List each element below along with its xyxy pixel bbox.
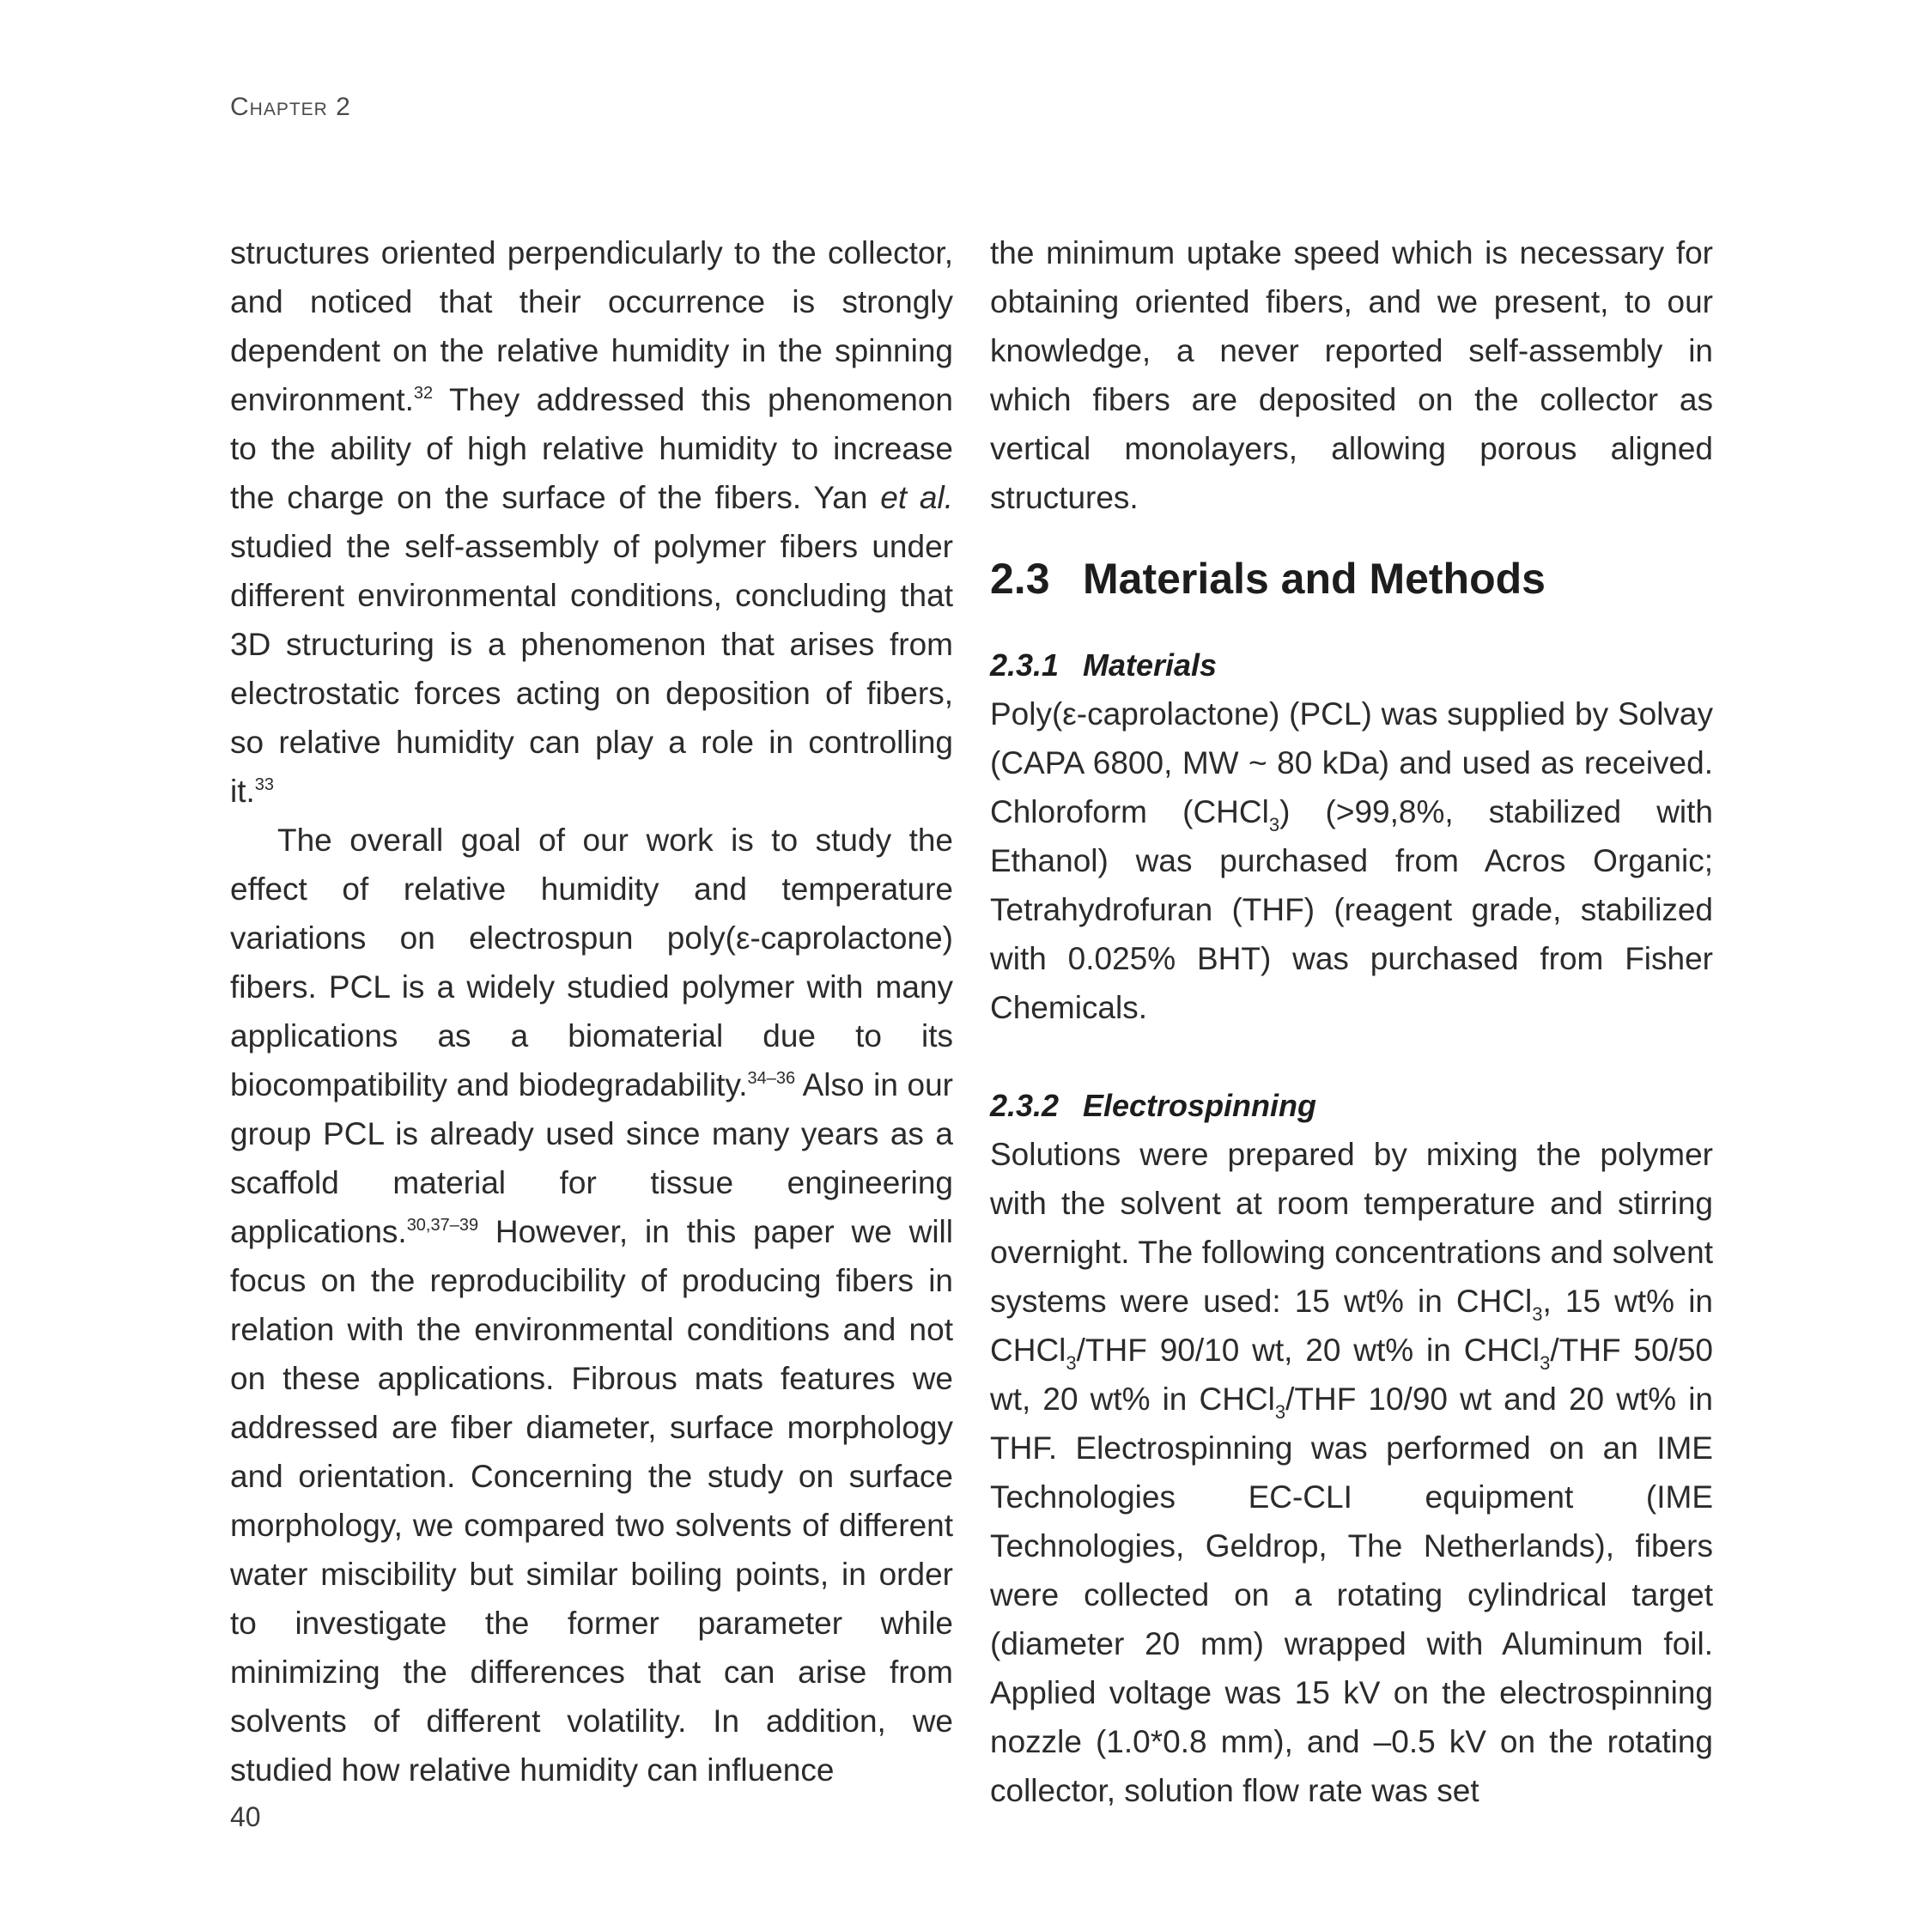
section-title: Materials and Methods (1083, 555, 1546, 603)
right-column (990, 228, 1713, 1815)
subsection-heading (990, 641, 1713, 689)
subsection-number: 2.3.2 (990, 1088, 1060, 1123)
subsection-title: Electrospinning (1083, 1088, 1317, 1123)
citation: 34–36 (747, 1069, 796, 1088)
spacer (990, 1032, 1713, 1081)
running-header: Chapter 2 (230, 93, 351, 121)
section-heading (990, 553, 1713, 604)
italic-text: et al. (880, 480, 953, 515)
section-number: 2.3 (990, 555, 1050, 603)
paragraph: Poly(ε-caprolactone) (PCL) was supplied by Solvay (CAPA 6800, MW ~ 80 kDa) and used as received. Chloroform (CHCl$_3$) (>99,8%, stabilized with Ethanol) was purchased from Acros Organic; Tetrahydrofuran (THF) (reagent grade, stabilized with 0.025% BHT) was purchased from Fisher Chemicals. (990, 696, 1713, 1025)
citation: 30,37–39 (406, 1216, 479, 1235)
paragraph: The overall goal of our work is to study the effect of relative humidity and temperature variations on electrospun poly(ε-caprolactone) fibers. PCL is a widely studied polymer with many applications as a biomaterial due to its biocompatibility and biodegradability.$^{34-36}$ Also in our group PCL is already used since many years as a scaffold material for tissue engineering applications.$^{30,37-39}$ However, in this paper we will focus on the reproducibility of producing fibers in relation with the environmental conditions and not on these applications. Fibrous mats features we addressed are fiber diameter, surface morphology and orientation. Concerning the study on surface morphology, we compared two solvents of different water miscibility but similar boiling points, in order to investigate the former parameter while minimizing the differences that can arise from solvents of different volatility. In addition, we studied how relative humidity can influence (230, 823, 953, 1788)
subsection-title: Materials (1083, 647, 1218, 683)
subsection-number: 2.3.1 (990, 647, 1060, 683)
citation: 32 (413, 384, 434, 403)
paragraph: Solutions were prepared by mixing the polymer with the solvent at room temperature and stirring overnight. The following concentrations and solvent systems were used: 15 wt% in CHCl$_3$, 15 wt% in CHCl$_3$/THF 90/10 wt, 20 wt% in CHCl$_3$/THF 50/50 wt, 20 wt% in CHCl$_3$/THF 10/90 wt and 20 wt% in THF. Electrospinning was performed on an IME Technologies EC-CLI equipment (IME Technologies, Geldrop, The Netherlands), fibers were collected on a rotating cylindrical target (diameter 20 mm) wrapped with Aluminum foil. Applied voltage was 15 kV on the electrospinning nozzle (1.0*0.8 mm), and –0.5 kV on the rotating collector, solution flow rate was set (990, 1137, 1713, 1808)
paragraph: the minimum uptake speed which is necessary for obtaining oriented fibers, and we present, to our knowledge, a never reported self-assembly in which fibers are deposited on the collector as vertical monolayers, allowing porous aligned structures. (990, 235, 1713, 515)
paragraph: structures oriented perpendicularly to the collector, and noticed that their occurrence is strongly dependent on the relative humidity in the spinning environment.$^{32}$ They addressed this phenomenon to the ability of high relative humidity to increase the charge on the surface of the fibers. Yan et al. studied the self-assembly of polymer fibers under different environmental conditions, concluding that 3D structuring is a phenomenon that arises from electrostatic forces acting on deposition of fibers, so relative humidity can play a role in controlling it.$^{33}$ (230, 235, 953, 809)
citation: 33 (254, 775, 275, 794)
left-column (230, 228, 953, 1794)
page-number: 40 (230, 1801, 261, 1832)
subsection-heading (990, 1081, 1713, 1130)
